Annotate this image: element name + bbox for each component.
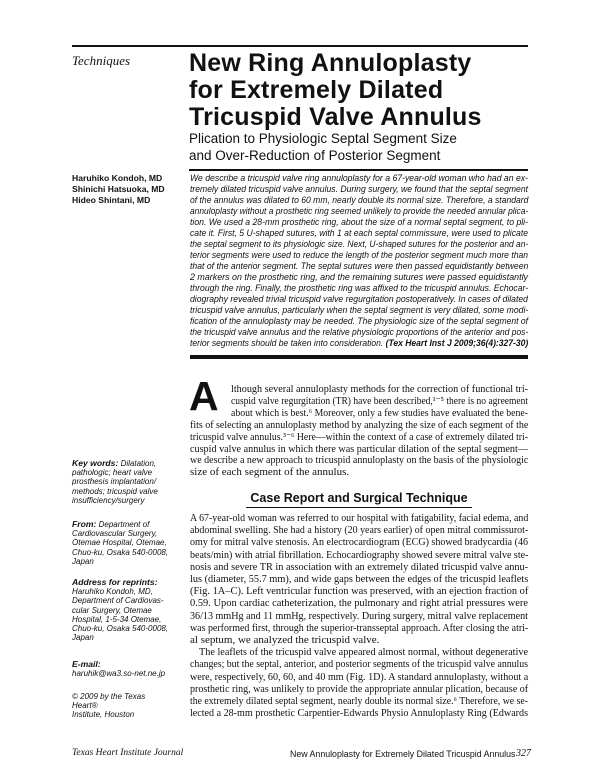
abstract-line: diography revealed trivial tricuspid valve regurgitation postoperatively. In cases of dilated: [190, 293, 528, 304]
body-line: fits of selecting an annuloplasty method by analyzing the size of each segment of the: [190, 418, 529, 431]
footer-running-title: New Annuloplasty for Extremely Dilated Tricuspid Annulus: [290, 749, 516, 759]
body-line: changes; but the septal, anterior, and posterior segments of the tricuspid valve annulus: [190, 658, 528, 671]
body-line: 36/13 mmHg and 11 mmHg, respectively. During surgery, mitral valve replacement: [190, 609, 528, 622]
abstract-line: [190, 337, 528, 348]
title-line: Tricuspid Valve Annulus: [189, 103, 482, 131]
from-label: From:: [72, 519, 97, 529]
top-rule: [72, 45, 528, 47]
body-line: the extremely dilated septal segment, nearly double its normal size.⁶ Therefore, we se-: [190, 695, 528, 708]
abstract-line: through the ring. Finally, the prosthetic ring was affixed to the tricuspid annulus. Echocar-: [190, 282, 529, 293]
affiliation-text: Cardiovascular Surgery,: [72, 529, 158, 539]
affiliation-text: Japan: [72, 556, 94, 566]
body-line: The leaflets of the tricuspid valve appeared almost normal, without degenerative: [199, 646, 529, 659]
abstract-line: We describe a tricuspid valve ring annuloplasty for a 67-year-old woman who had an ex-: [190, 172, 528, 183]
body-line: size of each segment of the annulus.: [190, 466, 350, 479]
body-line: prosthetic ring, was unlikely to provide the appropriate annular plication, because of: [190, 682, 529, 695]
body-line: omy for mitral valve stenosis. An electrocardiogram (ECG) showed bradycardia (46: [190, 536, 528, 549]
keywords: [72, 459, 170, 505]
keywords-text: pathologic; heart valve: [72, 468, 153, 478]
copyright: [72, 692, 170, 720]
body-line: beats/min) with atrial fibrillation. Echocardiography showed severe mitral valve ste-: [190, 548, 529, 561]
copyright-text: Institute, Houston: [72, 710, 135, 720]
subtitle-line: Plication to Physiologic Septal Segment Size: [189, 131, 457, 146]
article-subtitle: [189, 131, 529, 164]
author: Hideo Shintani, MD: [72, 195, 151, 205]
abstract-line: tremely dilated tricuspid valve annulus. During surgery, we found that the septal segment: [190, 183, 528, 194]
body-line: were, respectively, 60, 60, and 40 mm (Fig. 1D). A standard annuloplasty, without a: [190, 670, 529, 683]
author-list: [72, 173, 165, 206]
reprints-address: [72, 578, 170, 642]
intro-paragraph: [190, 384, 528, 479]
subtitle-rule: [189, 169, 528, 171]
abstract-line: 2 markers on the prosthetic ring, and the remaining sutures were passed equidistantly: [190, 271, 528, 282]
section-heading: [190, 491, 528, 508]
body-line: lected a 28-mm prosthetic Carpentier-Edwards Physio Annuloplasty Ring (Edwards: [190, 707, 528, 720]
reprints-text: Hospital, 1-5-34 Otemae,: [72, 614, 162, 624]
body-line: cuspid valve annulus in which there was particular dilation of the septal segment—: [190, 442, 528, 455]
abstract-line: of the annulus was dilated to 60 mm, nearly double its normal size. Therefore, a standard: [190, 194, 529, 205]
case-report-text: [190, 512, 528, 719]
keywords-text: prosthesis implantation/: [72, 477, 157, 487]
keywords-text: Dilatation,: [120, 459, 157, 468]
affiliation-text: Otemae Hospital, Otemae,: [72, 538, 167, 548]
email-link[interactable]: haruhik@wa3.so-net.ne.jp: [72, 669, 166, 679]
affiliation: [72, 520, 170, 566]
author: Shinichi Hatsuoka, MD: [72, 184, 165, 194]
copyright-text: © 2009 by the Texas Heart®: [72, 692, 146, 711]
page-number: 327: [516, 748, 531, 759]
abstract-line: the tricuspid valve annulus and the relative physiologic proportions of the anterior and pos-: [190, 326, 529, 337]
body-line: cuspid valve regurgitation (TR) have been described,¹⁻⁵ there is no agreement: [231, 394, 528, 407]
reprints-text: cular Surgery, Otemae: [72, 605, 152, 615]
subtitle-line: and Over-Reduction of Posterior Segment: [189, 147, 441, 163]
abstract-last-text: terior segments should be taken into consideration.: [190, 337, 384, 348]
author: Haruhiko Kondoh, MD: [72, 173, 163, 183]
abstract-line: terior segments were used to reduce the length of the posterior segment much more than: [190, 249, 528, 260]
body-line: we describe a new approach to tricuspid annuloplasty on the basis of the physiologic: [190, 454, 529, 467]
email-label: E-mail:: [72, 659, 101, 669]
abstract-rule: [190, 355, 528, 359]
body-line: about which is best.⁶ Moreover, only a few studies have evaluated the bene-: [231, 406, 528, 419]
abstract-line: tricuspid valve annulus, particularly when the septal segment is very dilated, some modi-: [190, 304, 529, 315]
email-block: [72, 660, 170, 678]
article-title: [189, 50, 529, 131]
keywords-line: [72, 459, 170, 468]
body-line: lus (diameter, 55.7 mm), and wide gaps between the edges of the tricuspid leaflets: [190, 573, 529, 586]
reprints-text: Chuo-ku, Osaka 540-0008,: [72, 624, 169, 634]
abstract-line: tion. We used a 28-mm prosthetic ring, about the size of a normal septal segment, to pli-: [190, 216, 528, 227]
keywords-text: insufficiency/surgery: [72, 495, 145, 505]
abstract-line: fication of the annuloplasty may be needed. The physiologic size of the septal segment of: [190, 315, 528, 326]
section-label: Techniques: [72, 53, 131, 68]
body-line: lthough several annuloplasty methods for the correction of functional tri-: [231, 383, 529, 395]
abstract-line: the septal segment to its physiologic size. Next, U-shaped sutures for the posterior and an-: [190, 238, 529, 249]
body-line: (Fig. 1A–C). Left ventricular function was preserved, with an ejection fraction of: [190, 585, 529, 598]
affiliation-line: [72, 520, 170, 529]
body-line: tricuspid valve annulus.³⁻⁶ Here—within the context of a case of extremely dilated tri-: [190, 430, 529, 443]
footer-journal-name: Texas Heart Institute Journal: [72, 748, 184, 758]
affiliation-text: Department of: [98, 520, 150, 529]
body-line: abdominal swelling. She had a history (20 years earlier) of open mitral commissurot-: [190, 524, 529, 537]
title-line: New Ring Annuloplasty: [189, 49, 472, 77]
reprints-text: Japan: [72, 633, 94, 643]
affiliation-text: Chuo-ku, Osaka 540-0008,: [72, 547, 169, 557]
keywords-label: Key words:: [72, 458, 119, 468]
body-line: 0.59. Upon cardiac catheterization, the pulmonary and right atrial pressures were: [190, 597, 528, 610]
reprints-text: Department of Cardiovas-: [72, 596, 164, 606]
abstract-line: annuloplasty without a prosthetic ring seemed unlikely to provide the needed annular plica-: [190, 205, 529, 216]
drop-cap: A: [189, 373, 219, 419]
keywords-text: methods; tricuspid valve: [72, 486, 158, 496]
abstract: [190, 172, 528, 348]
citation: (Tex Heart Inst J 2009;36(4):327-30): [385, 337, 529, 348]
body-line: al septum, we analyzed the tricuspid valve.: [190, 634, 380, 647]
reprints-text: Haruhiko Kondoh, MD,: [72, 587, 153, 597]
reprints-label: Address for reprints:: [72, 577, 158, 587]
body-line: nosis and severe TR in association with an extremely dilated tricuspid valve annu-: [190, 560, 529, 573]
abstract-line: cate it. First, 5 U-shaped sutures, with 1 at each septal commissure, were used to plicate: [190, 227, 528, 238]
title-line: for Extremely Dilated: [189, 76, 444, 104]
section-heading-text: Case Report and Surgical Technique: [246, 491, 471, 508]
body-line: A 67-year-old woman was referred to our hospital with fatigability, facial edema, and: [190, 512, 529, 524]
abstract-line: that of the anterior segment. The septal sutures were then passed equidistantly between: [190, 260, 529, 271]
body-line: was performed first, through the superior-transseptal approach. After closing the atri-: [190, 621, 529, 634]
